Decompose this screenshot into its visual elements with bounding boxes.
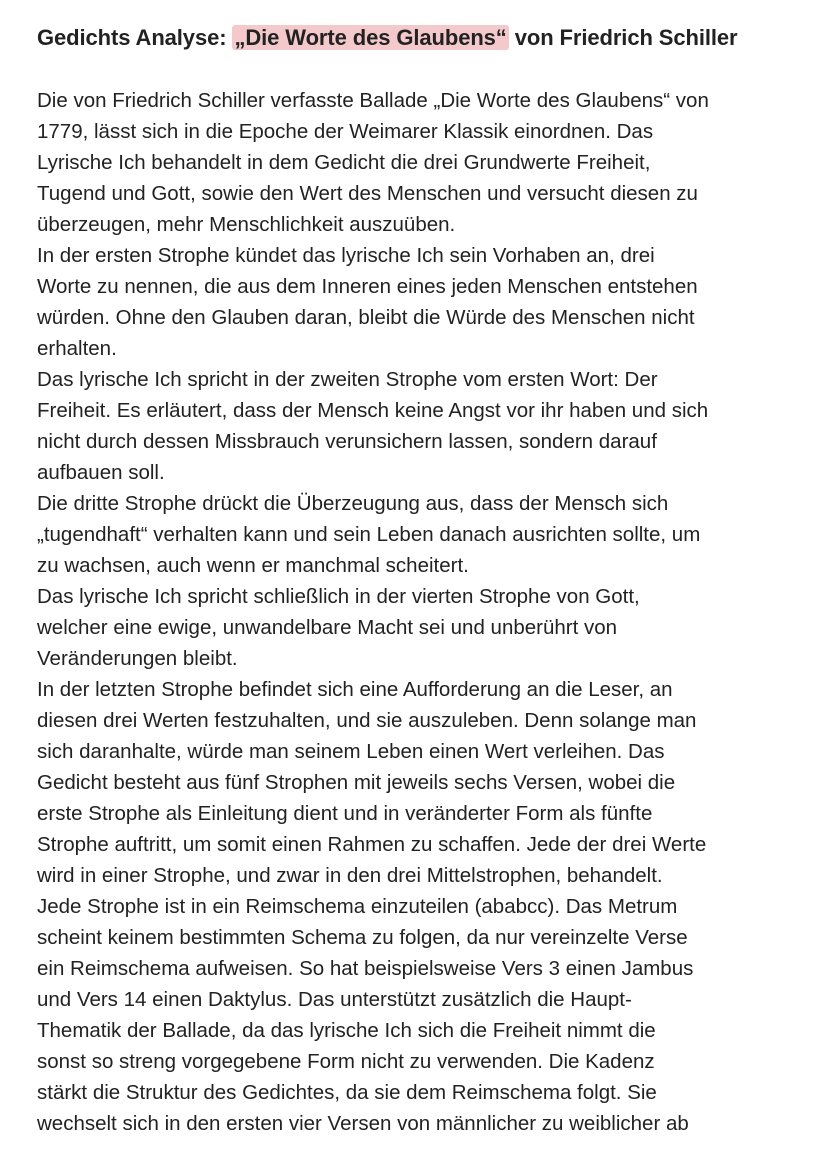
text-line: Freiheit. Es erläutert, dass der Mensch keine Angst vor ihr haben und sich <box>37 399 709 422</box>
title-highlighted-poem-name: „Die Worte des Glaubens“ <box>234 25 507 50</box>
text-line: Die dritte Strophe drückt die Überzeugung aus, dass der Mensch sich <box>37 492 669 515</box>
text-line: In der letzten Strophe befindet sich eine Aufforderung an die Leser, an <box>37 678 673 701</box>
text-line: scheint keinem bestimmten Schema zu folgen, da nur vereinzelte Verse <box>37 926 688 949</box>
text-line: sich daranhalte, würde man seinem Leben einen Wert verleihen. Das <box>37 740 665 763</box>
text-line: Worte zu nennen, die aus dem Inneren eines jeden Menschen entstehen <box>37 275 698 298</box>
text-line: erste Strophe als Einleitung dient und in veränderter Form als fünfte <box>37 802 653 825</box>
text-line: 1779, lässt sich in die Epoche der Weimarer Klassik einordnen. Das <box>37 120 654 143</box>
text-line: Das lyrische Ich spricht in der zweiten Strophe vom ersten Wort: Der <box>37 368 658 391</box>
text-line: und Vers 14 einen Daktylus. Das unterstützt zusätzlich die Haupt- <box>37 988 632 1011</box>
text-line: Veränderungen bleibt. <box>37 647 238 670</box>
text-line: Strophe auftritt, um somit einen Rahmen zu schaffen. Jede der drei Werte <box>37 833 707 856</box>
text-line: Das lyrische Ich spricht schließlich in der vierten Strophe von Gott, <box>37 585 640 608</box>
text-line: In der ersten Strophe kündet das lyrische Ich sein Vorhaben an, drei <box>37 244 655 267</box>
text-line: Thematik der Ballade, da das lyrische Ich sich die Freiheit nimmt die <box>37 1019 656 1042</box>
text-line: aufbauen soll. <box>37 461 165 484</box>
text-line: Tugend und Gott, sowie den Wert des Menschen und versucht diesen zu <box>37 182 698 205</box>
title-prefix: Gedichts Analyse: <box>37 25 233 50</box>
text-line: Gedicht besteht aus fünf Strophen mit jeweils sechs Versen, wobei die <box>37 771 676 794</box>
text-line: welcher eine ewige, unwandelbare Macht sei und unberührt von <box>37 616 618 639</box>
document-body <box>37 85 794 1139</box>
text-line: „tugendhaft“ verhalten kann und sein Leben danach ausrichten sollte, um <box>37 523 701 546</box>
text-line: wechselt sich in den ersten vier Versen von männlicher zu weiblicher ab <box>37 1112 689 1135</box>
text-line: wird in einer Strophe, und zwar in den drei Mittelstrophen, behandelt. <box>37 864 663 887</box>
text-line: erhalten. <box>37 337 117 360</box>
document-title <box>37 22 794 54</box>
text-line: würden. Ohne den Glauben daran, bleibt die Würde des Menschen nicht <box>37 306 695 329</box>
title-suffix: von Friedrich Schiller <box>508 25 738 50</box>
text-line: nicht durch dessen Missbrauch verunsichern lassen, sondern darauf <box>37 430 657 453</box>
text-line: Die von Friedrich Schiller verfasste Ballade „Die Worte des Glaubens“ von <box>37 89 709 112</box>
text-line: zu wachsen, auch wenn er manchmal scheitert. <box>37 554 469 577</box>
text-line: stärkt die Struktur des Gedichtes, da sie dem Reimschema folgt. Sie <box>37 1081 657 1104</box>
text-line: diesen drei Werten festzuhalten, und sie auszuleben. Denn solange man <box>37 709 697 732</box>
text-line: Lyrische Ich behandelt in dem Gedicht die drei Grundwerte Freiheit, <box>37 151 651 174</box>
text-line: überzeugen, mehr Menschlichkeit auszuüben. <box>37 213 456 236</box>
text-line: Jede Strophe ist in ein Reimschema einzuteilen (ababcc). Das Metrum <box>37 895 678 918</box>
text-line: ein Reimschema aufweisen. So hat beispielsweise Vers 3 einen Jambus <box>37 957 694 980</box>
text-line: sonst so streng vorgegebene Form nicht zu verwenden. Die Kadenz <box>37 1050 655 1073</box>
